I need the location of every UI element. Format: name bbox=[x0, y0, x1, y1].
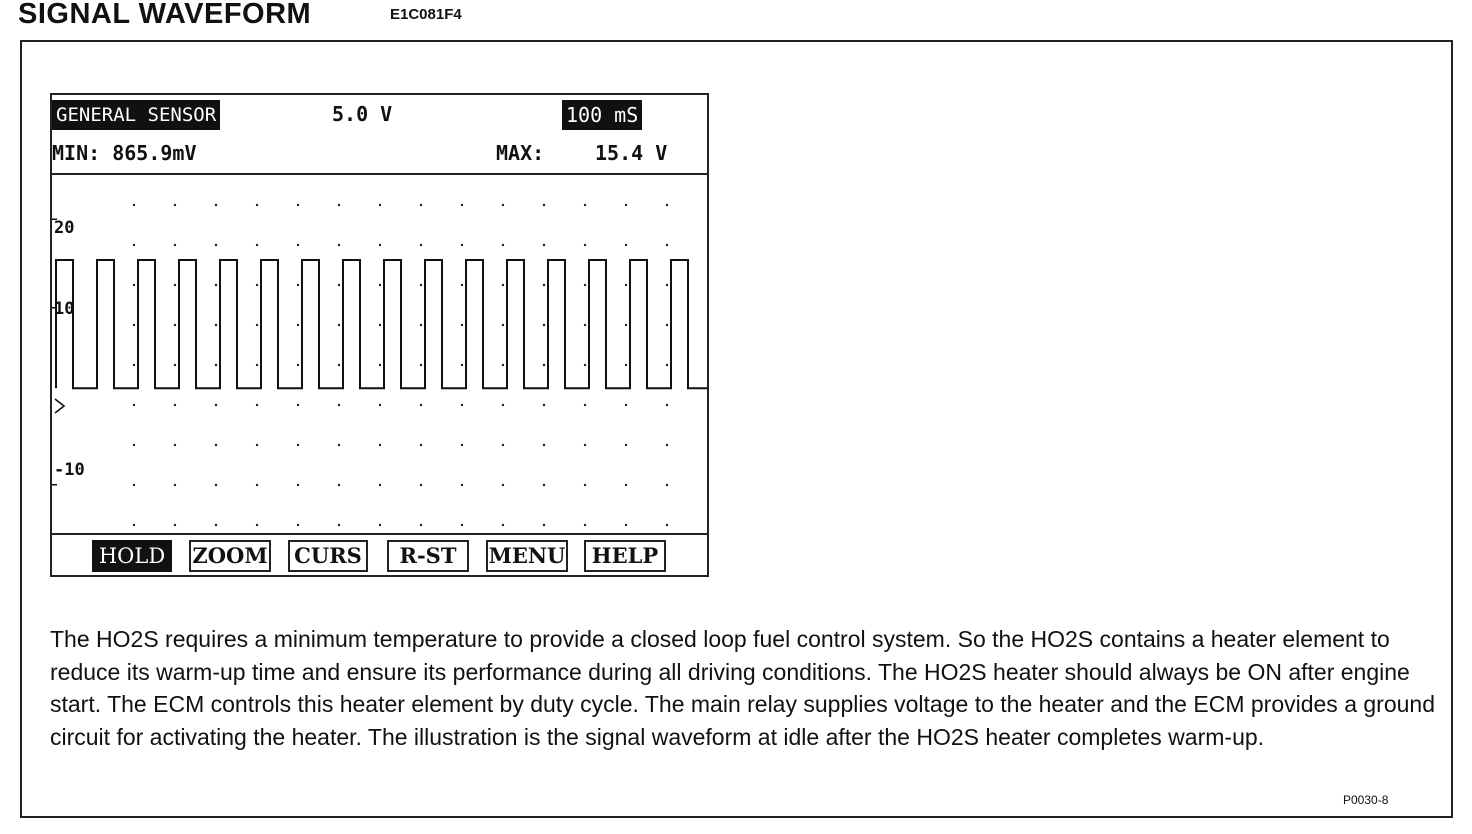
grid-dot bbox=[256, 444, 258, 446]
waveform-svg bbox=[52, 175, 707, 529]
max-readout-value: 15.4 V bbox=[595, 141, 668, 165]
grid-dot bbox=[543, 284, 545, 286]
grid-dot bbox=[666, 404, 668, 406]
grid-dot bbox=[543, 524, 545, 526]
grid-dot bbox=[420, 444, 422, 446]
grid-dot bbox=[297, 284, 299, 286]
grid-dot bbox=[297, 444, 299, 446]
grid-dot bbox=[502, 484, 504, 486]
grid-dot bbox=[256, 244, 258, 246]
grid-dot bbox=[461, 324, 463, 326]
waveform-plot bbox=[52, 175, 707, 529]
grid-dot bbox=[625, 364, 627, 366]
grid-dot bbox=[502, 204, 504, 206]
grid-dot bbox=[584, 244, 586, 246]
menu-button[interactable]: MENU bbox=[486, 540, 568, 572]
grid-dot bbox=[666, 244, 668, 246]
grid-dot bbox=[256, 484, 258, 486]
figure-code: P0030-8 bbox=[1343, 793, 1389, 807]
grid-dot bbox=[543, 204, 545, 206]
grid-dot bbox=[420, 364, 422, 366]
grid-dot bbox=[133, 404, 135, 406]
trigger-marker bbox=[55, 399, 64, 413]
grid-dot bbox=[174, 284, 176, 286]
grid-dot bbox=[379, 284, 381, 286]
grid-dot bbox=[133, 204, 135, 206]
grid-dot bbox=[543, 484, 545, 486]
hold-button[interactable]: HOLD bbox=[92, 540, 172, 572]
grid-dot bbox=[420, 244, 422, 246]
grid-dot bbox=[584, 404, 586, 406]
grid-dot bbox=[215, 244, 217, 246]
y-tick-label-10: 10 bbox=[54, 299, 75, 319]
grid-dot bbox=[502, 284, 504, 286]
zoom-button[interactable]: ZOOM bbox=[189, 540, 271, 572]
grid-dot bbox=[420, 404, 422, 406]
grid-dot bbox=[256, 284, 258, 286]
grid-dot bbox=[666, 284, 668, 286]
grid-dot bbox=[297, 364, 299, 366]
grid-dot bbox=[379, 244, 381, 246]
grid-dot bbox=[174, 444, 176, 446]
grid-dot bbox=[625, 484, 627, 486]
grid-dot bbox=[133, 484, 135, 486]
grid-dot bbox=[461, 204, 463, 206]
grid-dot bbox=[215, 284, 217, 286]
grid-dot bbox=[666, 484, 668, 486]
grid-dot bbox=[420, 484, 422, 486]
grid-dot bbox=[256, 324, 258, 326]
grid-dot bbox=[461, 524, 463, 526]
grid-dot bbox=[420, 524, 422, 526]
grid-dot bbox=[625, 404, 627, 406]
grid-dot bbox=[584, 444, 586, 446]
grid-dot bbox=[174, 484, 176, 486]
grid-dot bbox=[461, 244, 463, 246]
grid-dot bbox=[215, 204, 217, 206]
series-line-ho2s-heater bbox=[56, 260, 707, 388]
min-readout: MIN: 865.9mV bbox=[52, 141, 197, 165]
grid-dot bbox=[420, 324, 422, 326]
grid-dot bbox=[625, 444, 627, 446]
grid-dot bbox=[625, 284, 627, 286]
grid-dot bbox=[215, 364, 217, 366]
grid-dot bbox=[666, 204, 668, 206]
grid-dot bbox=[625, 524, 627, 526]
grid-dot bbox=[215, 444, 217, 446]
grid-dot bbox=[297, 404, 299, 406]
grid-dot bbox=[543, 364, 545, 366]
grid-dot bbox=[502, 444, 504, 446]
grid-dot bbox=[297, 524, 299, 526]
grid-dot bbox=[584, 324, 586, 326]
grid-dot bbox=[297, 204, 299, 206]
grid-dot bbox=[379, 404, 381, 406]
grid-dot bbox=[379, 524, 381, 526]
grid-dot bbox=[666, 444, 668, 446]
grid-dot bbox=[338, 524, 340, 526]
grid-dot bbox=[338, 404, 340, 406]
grid-dot bbox=[297, 244, 299, 246]
grid-dot bbox=[133, 364, 135, 366]
softkey-bar bbox=[52, 533, 707, 577]
grid-dot bbox=[420, 204, 422, 206]
scope-top-bar bbox=[52, 95, 707, 133]
grid-dot bbox=[502, 244, 504, 246]
grid-dot bbox=[174, 404, 176, 406]
grid-dot bbox=[625, 244, 627, 246]
grid-dot bbox=[256, 524, 258, 526]
grid-dot bbox=[502, 524, 504, 526]
grid-dot bbox=[256, 364, 258, 366]
help-button[interactable]: HELP bbox=[584, 540, 666, 572]
grid-dot bbox=[133, 324, 135, 326]
description-paragraph: The HO2S requires a minimum temperature to provide a closed loop fuel control system. So the HO2S contains a heater element to reduce its warm-up time and ensure its performance during all driving conditions. The HO2S heater should always be ON after engine start. The ECM controls this heater element by duty cycle. The main relay supplies voltage to the heater and the ECM provides a ground circuit for activating the heater. The illustration is the signal waveform at idle after the HO2S heater completes warm-up. bbox=[50, 626, 1435, 750]
grid-dot bbox=[215, 404, 217, 406]
grid-dot bbox=[338, 444, 340, 446]
grid-dot bbox=[666, 364, 668, 366]
reset-button[interactable]: R-ST bbox=[387, 540, 469, 572]
grid-dot bbox=[461, 444, 463, 446]
grid-dot bbox=[502, 364, 504, 366]
grid-dot bbox=[174, 364, 176, 366]
grid-dot bbox=[461, 284, 463, 286]
grid-dot bbox=[338, 284, 340, 286]
y-tick-label-20: 20 bbox=[54, 218, 75, 238]
grid-dot bbox=[338, 324, 340, 326]
grid-dot bbox=[625, 204, 627, 206]
time-per-div[interactable]: 100 mS bbox=[562, 100, 642, 130]
grid-dot bbox=[338, 364, 340, 366]
grid-dot bbox=[584, 204, 586, 206]
grid-dot bbox=[502, 404, 504, 406]
grid-dot bbox=[584, 364, 586, 366]
grid-dot bbox=[584, 524, 586, 526]
grid-dot bbox=[338, 244, 340, 246]
grid-dot bbox=[543, 324, 545, 326]
grid-dot bbox=[174, 204, 176, 206]
grid-dot bbox=[215, 484, 217, 486]
page-title: SIGNAL WAVEFORM bbox=[18, 0, 312, 30]
grid-dot bbox=[297, 484, 299, 486]
grid-dot bbox=[543, 444, 545, 446]
grid-dot bbox=[379, 444, 381, 446]
grid-dot bbox=[174, 324, 176, 326]
grid-dot bbox=[215, 524, 217, 526]
grid-dot bbox=[256, 404, 258, 406]
grid-dot bbox=[461, 404, 463, 406]
grid-dot bbox=[133, 244, 135, 246]
section-code: E1C081F4 bbox=[390, 6, 462, 23]
y-tick-label-neg10: -10 bbox=[54, 460, 85, 480]
grid-dot bbox=[625, 324, 627, 326]
grid-dot bbox=[502, 324, 504, 326]
grid-dot bbox=[584, 484, 586, 486]
grid-dot bbox=[133, 284, 135, 286]
channel-label[interactable]: GENERAL SENSOR bbox=[52, 100, 220, 130]
grid-dot bbox=[379, 364, 381, 366]
grid-dot bbox=[215, 324, 217, 326]
grid-dot bbox=[338, 204, 340, 206]
grid-dot bbox=[174, 244, 176, 246]
grid-dot bbox=[174, 524, 176, 526]
grid-dot bbox=[379, 324, 381, 326]
grid-dot bbox=[584, 284, 586, 286]
scope-readout-bar bbox=[52, 135, 707, 175]
grid-dot bbox=[666, 524, 668, 526]
grid-dot bbox=[543, 404, 545, 406]
grid-dot bbox=[133, 524, 135, 526]
oscilloscope-screen bbox=[50, 93, 709, 577]
grid-dot bbox=[256, 204, 258, 206]
grid-dot bbox=[461, 484, 463, 486]
grid-dot bbox=[543, 244, 545, 246]
grid-dot bbox=[379, 484, 381, 486]
cursor-button[interactable]: CURS bbox=[288, 540, 368, 572]
grid-dot bbox=[297, 324, 299, 326]
grid-dot bbox=[379, 204, 381, 206]
volts-per-div[interactable]: 5.0 V bbox=[332, 102, 393, 126]
grid-dot bbox=[133, 444, 135, 446]
max-readout-label: MAX: bbox=[496, 141, 545, 165]
grid-dot bbox=[666, 324, 668, 326]
grid-dot bbox=[420, 284, 422, 286]
grid-dot bbox=[338, 484, 340, 486]
grid-dot bbox=[461, 364, 463, 366]
